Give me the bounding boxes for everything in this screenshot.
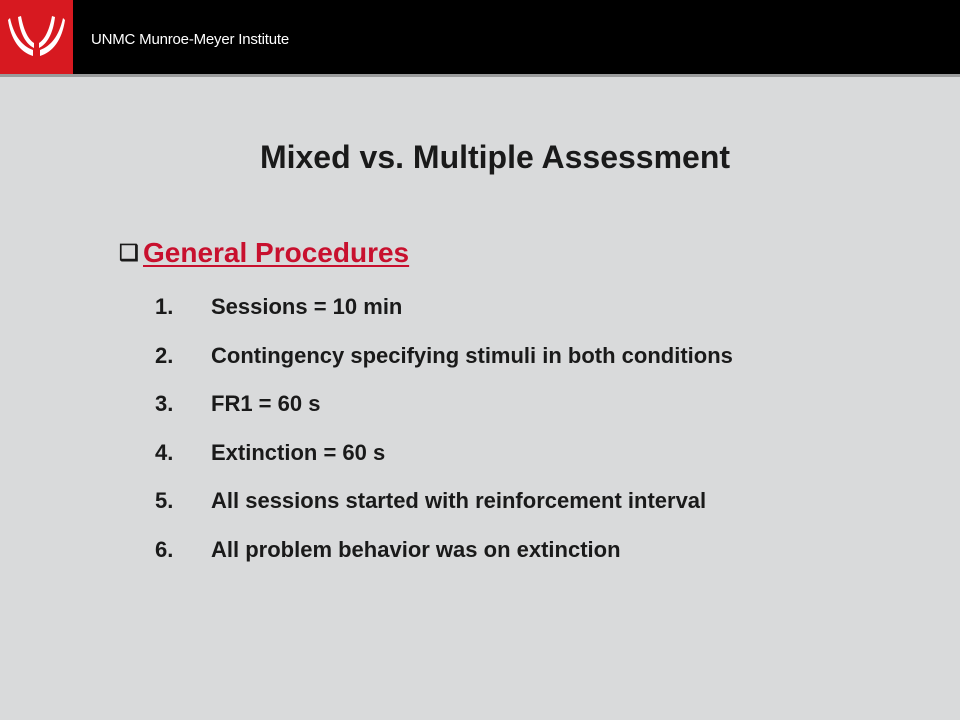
list-item-number: 1. [155, 294, 174, 319]
list-item-number: 2. [155, 342, 174, 368]
list-item-text: Sessions = 10 min [211, 294, 403, 319]
list-item [155, 294, 733, 343]
header-divider [0, 74, 960, 77]
slide-title: Mixed vs. Multiple Assessment [259, 139, 731, 175]
list-item-text: Extinction = 60 s [211, 439, 386, 465]
list-item-text: All problem behavior was on extinction [211, 536, 621, 562]
list-item [155, 343, 733, 392]
unmc-logo-icon [0, 0, 73, 74]
list-item [155, 488, 733, 537]
organization-name: UNMC Munroe-Meyer Institute [91, 31, 289, 48]
list-item [155, 440, 733, 489]
section-heading: General Procedures [143, 237, 410, 268]
list-item-text: All sessions started with reinforcement interval [211, 488, 707, 513]
list-item-number: 4. [155, 439, 174, 465]
list-item-number: 6. [155, 536, 174, 562]
list-item-text: FR1 = 60 s [211, 391, 321, 416]
header-bar [0, 0, 960, 74]
list-item-text: Contingency specifying stimuli in both conditions [211, 342, 733, 368]
list-item-number: 5. [155, 488, 174, 513]
procedure-list [155, 294, 733, 585]
list-item [155, 391, 733, 440]
checkbox-bullet-icon: ❑ [119, 240, 139, 265]
list-item-number: 3. [155, 391, 174, 416]
section-header [119, 237, 409, 269]
list-item [155, 537, 733, 586]
